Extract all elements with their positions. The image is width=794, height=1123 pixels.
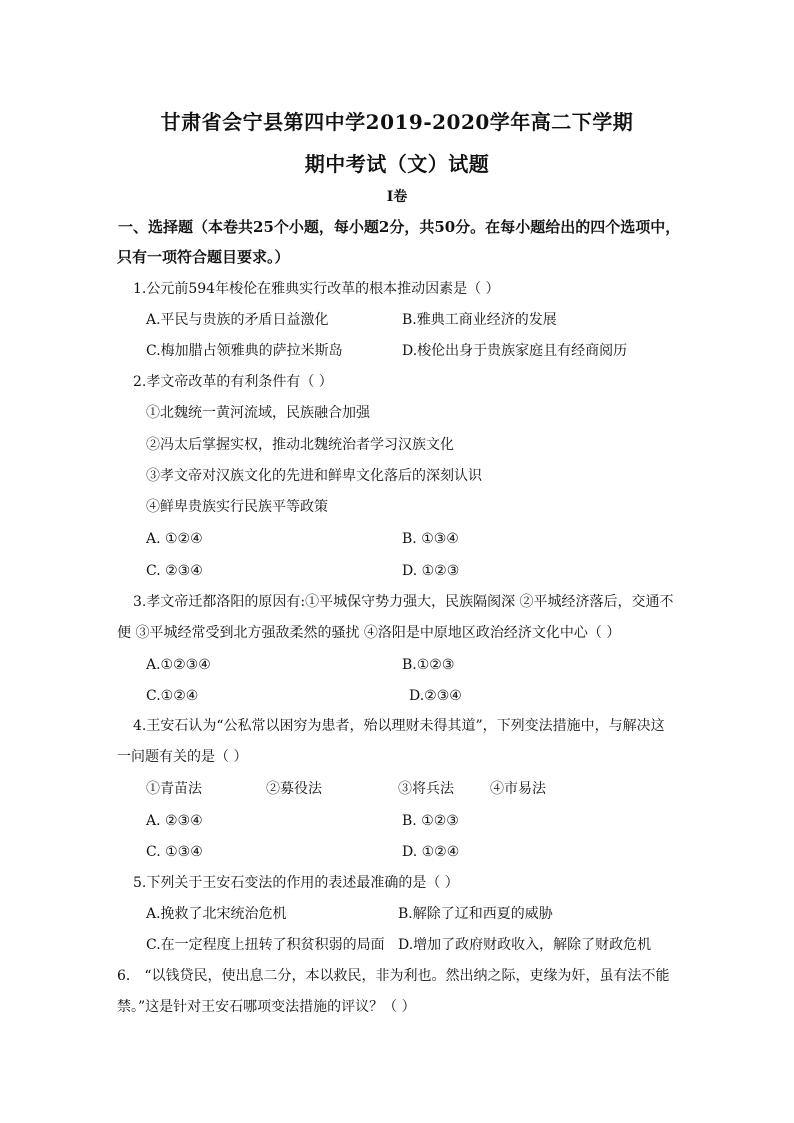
question-6-stem-line2: 禁。”这是针对王安石哪项变法措施的评议？（ ） (117, 999, 416, 1015)
question-4-option-b: B. ①②③ (402, 813, 459, 829)
question-5-option-b: B.解除了辽和西夏的威胁 (398, 906, 553, 922)
question-2-stem: 2.孝文帝改革的有利条件有（ ） (133, 374, 333, 390)
question-2-item-3: ③孝文帝对汉族文化的先进和鲜卑文化落后的深刻认识 (146, 468, 482, 484)
question-2-option-b: B. ①③④ (402, 531, 459, 547)
question-5-stem: 5.下列关于王安石变法的作用的表述最准确的是（ ） (133, 875, 459, 891)
question-2-option-c: C. ②③④ (146, 563, 203, 579)
question-5-option-d: D.增加了政府财政收入，解除了财政危机 (398, 937, 652, 953)
section-instructions-line2: 只有一项符合题目要求。） (117, 248, 290, 266)
question-4-item-1: ①青苗法 (146, 781, 202, 797)
question-6-stem-line1: 6． “以钱贷民，使出息二分，本以救民，非为利也。然出纳之际，吏缘为奸，虽有法不能 (117, 968, 670, 984)
question-2-item-1: ①北魏统一黄河流域，民族融合加强 (146, 405, 370, 421)
question-4-option-d: D. ①②④ (402, 844, 460, 860)
question-3-option-b: B.①②③ (402, 657, 455, 673)
question-4-item-3: ③将兵法 (398, 781, 454, 797)
question-4-item-2: ②募役法 (266, 781, 322, 797)
question-2-option-d: D. ①②③ (402, 563, 460, 579)
question-2-item-4: ④鲜卑贵族实行民族平等政策 (146, 499, 328, 515)
question-5-option-c: C.在一定程度上扭转了积贫积弱的局面 (146, 937, 385, 953)
question-3-stem-line1: 3.孝文帝迁都洛阳的原因有:①平城保守势力强大，民族隔阂深 ②平城经济落后，交通不 (133, 594, 674, 610)
question-1-option-b: B.雅典工商业经济的发展 (402, 312, 557, 328)
question-4-item-4: ④市易法 (490, 781, 546, 797)
question-5-option-a: A.挽救了北宋统治危机 (146, 906, 287, 922)
question-1-option-a: A.平民与贵族的矛盾日益激化 (146, 312, 329, 328)
question-1-option-c: C.梅加腊占领雅典的萨拉米斯岛 (146, 343, 343, 359)
question-1-stem: 1.公元前594年梭伦在雅典实行改革的根本推动因素是（ ） (133, 281, 500, 297)
volume-label: Ⅰ卷 (386, 189, 408, 205)
exam-title-line2: 期中考试（文）试题 (304, 152, 490, 176)
section-instructions-line1: 一、选择题（本卷共25个小题，每小题2分，共50分。在每小题给出的四个选项中， (118, 218, 681, 236)
question-3-option-d: D.②③④ (409, 688, 462, 704)
exam-title-line1: 甘肃省会宁县第四中学2019-2020学年高二下学期 (160, 110, 634, 134)
question-1-option-d: D.梭伦出身于贵族家庭且有经商阅历 (402, 343, 628, 359)
question-4-stem-line2: 一问题有关的是（ ） (117, 749, 248, 765)
question-3-stem-line2: 便 ③平城经常受到北方强敌柔然的骚扰 ④洛阳是中原地区政治经济文化中心（ ） (117, 625, 621, 641)
question-2-option-a: A. ①②④ (146, 531, 203, 547)
question-3-option-c: C.①②④ (146, 688, 199, 704)
question-4-option-c: C. ①③④ (146, 844, 203, 860)
question-2-item-2: ②冯太后掌握实权，推动北魏统治者学习汉族文化 (146, 437, 454, 453)
question-4-option-a: A. ②③④ (146, 813, 203, 829)
question-3-option-a: A.①②③④ (146, 657, 211, 673)
question-4-stem-line1: 4.王安石认为“公私常以困穷为患者，殆以理财未得其道”，下列变法措施中，与解决这 (133, 718, 665, 734)
